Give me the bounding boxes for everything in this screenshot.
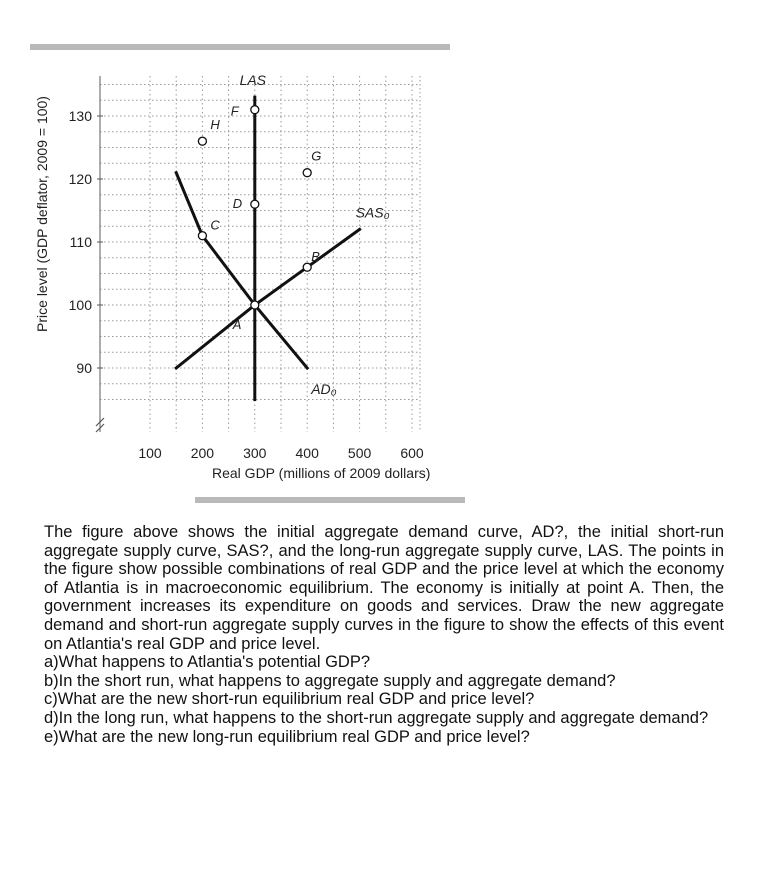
y-axis-title: Price level (GDP deflator, 2009 = 100) — [34, 96, 50, 332]
las-label: LAS — [239, 72, 267, 89]
point-c-marker — [198, 232, 206, 240]
middle-divider — [195, 497, 465, 503]
question-item-d: d)In the long run, what happens to the short-run aggregate supply and aggregate demand? — [44, 708, 709, 727]
question-item-c: c)What are the new short-run equilibrium real GDP and price level? — [44, 690, 535, 709]
y-tick-label: 90 — [76, 360, 92, 376]
x-tick-label: 500 — [347, 445, 372, 461]
x-tick-label: 200 — [190, 445, 215, 461]
chart-axes — [34, 76, 430, 481]
ad0-label: AD₀ — [311, 381, 337, 397]
point-b-marker — [303, 263, 311, 271]
y-tick-label: 120 — [68, 171, 92, 187]
y-tick-label: 100 — [68, 297, 92, 313]
point-b-label: B — [311, 249, 320, 265]
question-item-a: a)What happens to Atlantia's potential GDP? — [44, 653, 371, 672]
sas0-label: SAS₀ — [355, 204, 390, 221]
question-text — [44, 523, 724, 746]
question-intro: The figure above shows the initial aggregate demand curve, AD?, the initial short-run aggregate supply curve, SAS?, and the long-run aggregate supply curve, LAS. The points in the figure show possible combinations of real GDP and the price level at which the economy of Atlantia is in macroeconomic equilibrium. The economy is initially at point A. Then, the government increases its expenditure on goods and services. Draw the new aggregate demand and short-run aggregate supply curves in the figure to show the effects of this event on Atlantia's real GDP and price level. — [44, 523, 724, 653]
x-tick-label: 100 — [138, 445, 162, 461]
y-tick-label: 130 — [68, 108, 92, 124]
point-f-marker — [251, 106, 259, 114]
point-d-label: D — [232, 196, 243, 212]
chart-grid — [100, 76, 420, 432]
point-c-label: C — [210, 217, 220, 233]
point-a-label: A — [232, 317, 242, 332]
question-item-b: b)In the short run, what happens to aggregate supply and aggregate demand? — [44, 671, 616, 690]
chart-labels — [240, 72, 390, 397]
point-g-label: G — [311, 148, 322, 164]
point-g-marker — [303, 169, 311, 177]
x-axis-title: Real GDP (millions of 2009 dollars) — [212, 465, 431, 481]
point-h-label: H — [210, 117, 220, 133]
x-tick-label: 400 — [295, 445, 319, 461]
chart-points — [198, 104, 321, 332]
x-tick-label: 300 — [243, 445, 267, 461]
question-item-e: e)What are the new long-run equilibrium real GDP and price level? — [44, 727, 530, 746]
point-a-marker — [251, 301, 259, 309]
point-d-marker — [251, 200, 259, 208]
x-tick-label: 600 — [400, 445, 424, 461]
curve-sas0 — [176, 229, 359, 368]
point-f-label: F — [230, 103, 239, 119]
point-h-marker — [198, 137, 206, 145]
y-tick-label: 110 — [69, 234, 92, 250]
